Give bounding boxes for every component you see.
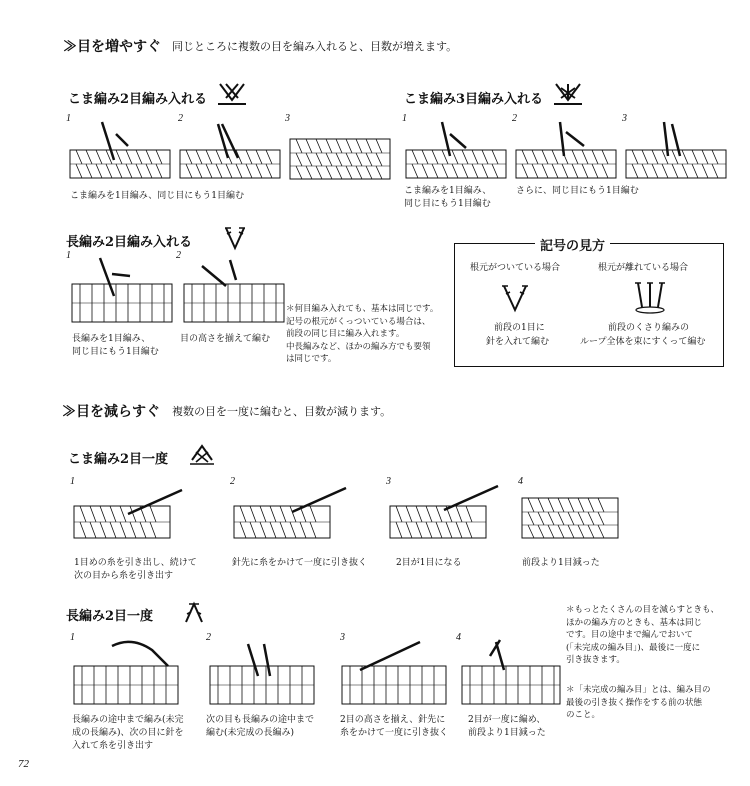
sc3inc-title: こま編み3目編み入れる [404, 92, 544, 107]
dc2tog-caption-2-line-1: 次の目も長編みの途中まで [206, 715, 315, 725]
dc2tog-caption-3-line-1: 2目の高さを揃え、針先に [340, 715, 446, 725]
dc2tog-illustration-4 [460, 636, 564, 708]
symbol-guide-title: 記号の見方 [535, 235, 610, 254]
sc2inc-caption: こま編みを1目編み、同じ目にもう1目編む [70, 191, 244, 201]
dc2tog-step-1: 1 [70, 632, 75, 643]
decrease-note-1 [566, 604, 719, 667]
decrease-note-1-line-5: 引き抜きます。 [566, 655, 625, 665]
sc-3-increase-symbol-icon [552, 80, 584, 108]
sc2inc-title: こま編み2目編み入れる [68, 92, 208, 107]
dc2tog-caption-3-line-2: 糸をかけて一度に引き抜く [340, 728, 449, 738]
symbol-guide-right-label: 根元が離れている場合 [598, 263, 689, 273]
sc2inc-step-3: 3 [285, 113, 290, 124]
increase-description: 同じところに複数の目を編み入れると、目数が増えます。 [172, 40, 458, 53]
decrease-description: 複数の目を一度に編むと、目数が減ります。 [172, 405, 392, 418]
increase-note-line-5: は同じです。 [286, 354, 337, 364]
sc2inc-illustration-3 [288, 135, 394, 183]
decrease-note-1-line-4: (「未完成の編み目」)、最後に一度に [566, 642, 701, 653]
sc3inc-step-1: 1 [402, 113, 407, 124]
decrease-note-1-line-1: ＊もっとたくさんの目を減らすときも、 [566, 605, 720, 615]
dc2tog-caption-4 [468, 714, 546, 740]
dc2inc-title: 長編み2目編み入れる [66, 235, 193, 250]
dc2inc-caption-1-line-2: 同じ目にもう1目編む [72, 347, 159, 357]
dc2tog-caption-1-line-3: 入れて糸を引き出す [72, 741, 154, 751]
dc2tog-illustration-3 [340, 636, 452, 708]
symbol-guide-left-desc-line-2: 針を入れて編む [486, 337, 550, 347]
dc2tog-caption-1-line-2: 成の長編み)、次の目に針を [72, 728, 184, 738]
dc2tog-caption-4-line-1: 2目が一度に編め、 [468, 715, 546, 725]
sc2tog-illustration-3 [388, 484, 500, 544]
dc-2-together-symbol-icon [183, 600, 205, 626]
dc2tog-caption-3 [340, 714, 448, 740]
increase-heading: ≫目を増やすぐ [63, 39, 161, 55]
symbol-guide-left-desc-line-1: 前段の1目に [494, 323, 545, 333]
dc2tog-caption-2-line-2: 編む(未完成の長編み) [206, 728, 295, 738]
symbol-guide-right-desc-line-1: 前段のくさり編みの [608, 323, 690, 333]
sc2tog-caption-1-line-1: 1目めの糸を引き出し、続けて [74, 558, 197, 568]
dc2tog-caption-1-line-1: 長編みの途中まで編み(未完 [72, 715, 184, 725]
sc2tog-illustration-2 [232, 484, 348, 544]
dc2tog-step-3: 3 [340, 632, 345, 643]
sc2tog-caption-2: 針先に糸をかけて一度に引き抜く [232, 558, 368, 568]
dc2inc-caption-2: 目の高さを揃えて編む [180, 334, 271, 344]
sc3inc-caption-1-line-2: 同じ目にもう1目編む [404, 199, 491, 209]
symbol-guide-left-label: 根元がついている場合 [470, 263, 561, 273]
sc2inc-step-1: 1 [66, 113, 71, 124]
sc2tog-illustration-1 [72, 484, 184, 544]
dc2inc-illustration-1 [70, 256, 175, 326]
page-number: 72 [18, 758, 29, 770]
decrease-note-2-line-2: 最後の引き抜く操作をする前の状態 [566, 697, 703, 708]
decrease-note-2-line-1: ＊「未完成の編み目」とは、編み目の [566, 685, 711, 695]
sc2tog-illustration-4 [520, 484, 620, 544]
increase-note-line-4: 中長編みなど、ほかの編み方でも要領 [286, 341, 431, 352]
sc3inc-illustration-3 [624, 120, 730, 182]
dc2tog-caption-4-line-2: 前段より1目減った [468, 728, 546, 738]
increase-note [286, 303, 438, 366]
increase-note-line-2: 記号の根元がくっついている場合は、 [286, 316, 431, 327]
sc2tog-step-2: 2 [230, 476, 235, 487]
sc2tog-caption-1-line-2: 次の目から糸を引き出す [74, 571, 174, 581]
dc2inc-illustration-2 [182, 256, 287, 326]
sc-2-increase-symbol-icon [216, 80, 248, 108]
separated-base-symbol-icon [632, 279, 668, 315]
dc2tog-caption-2 [206, 714, 314, 740]
dc2tog-step-4: 4 [456, 632, 461, 643]
sc3inc-caption-2: さらに、同じ目にもう1目編む [516, 186, 639, 196]
decrease-note-2-line-3: のこと。 [566, 710, 601, 720]
sc2inc-illustration-1 [68, 120, 174, 182]
dc2tog-step-2: 2 [206, 632, 211, 643]
sc-2-together-symbol-icon [188, 440, 216, 466]
decrease-note-2 [566, 684, 711, 722]
increase-note-line-3: 前段の同じ目に編み入れます。 [286, 329, 405, 339]
sc3inc-step-2: 2 [512, 113, 517, 124]
sc2tog-caption-4: 前段より1目減った [522, 558, 600, 568]
dc2tog-caption-1 [72, 714, 184, 753]
sc3inc-illustration-2 [514, 120, 620, 182]
sc2inc-step-2: 2 [178, 113, 183, 124]
sc3inc-step-3: 3 [622, 113, 627, 124]
sc2tog-step-1: 1 [70, 476, 75, 487]
sc2tog-title: こま編み2目一度 [68, 452, 169, 467]
sc2tog-step-4: 4 [518, 476, 523, 487]
symbol-guide-right-desc-line-2: ループ全体を束にすくって編む [580, 337, 706, 347]
sc2tog-caption-3: 2目が1目になる [396, 558, 462, 568]
sc2tog-step-3: 3 [386, 476, 391, 487]
increase-note-line-1: ＊何目編み入れても、基本は同じです。 [286, 304, 439, 314]
dc2tog-illustration-1 [72, 636, 184, 708]
sc2inc-illustration-2 [178, 120, 284, 182]
dc2inc-step-2: 2 [176, 250, 181, 261]
attached-base-symbol-icon [500, 282, 530, 314]
sc3inc-caption-1-line-1: こま編みを1目編み、 [404, 186, 492, 196]
decrease-heading: ≫目を減らすぐ [62, 404, 160, 420]
dc2tog-illustration-2 [208, 636, 320, 708]
dc2inc-caption-1-line-1: 長編みを1目編み、 [72, 334, 151, 344]
dc2inc-step-1: 1 [66, 250, 71, 261]
decrease-note-1-line-2: ほかの編み方のときも、基本は同じ [566, 617, 703, 628]
decrease-note-1-line-3: です。目の途中まで編んでおいて [566, 630, 693, 640]
sc3inc-illustration-1 [404, 120, 510, 182]
dc-2-increase-symbol-icon [224, 224, 246, 252]
dc2tog-title: 長編み2目一度 [66, 609, 154, 624]
